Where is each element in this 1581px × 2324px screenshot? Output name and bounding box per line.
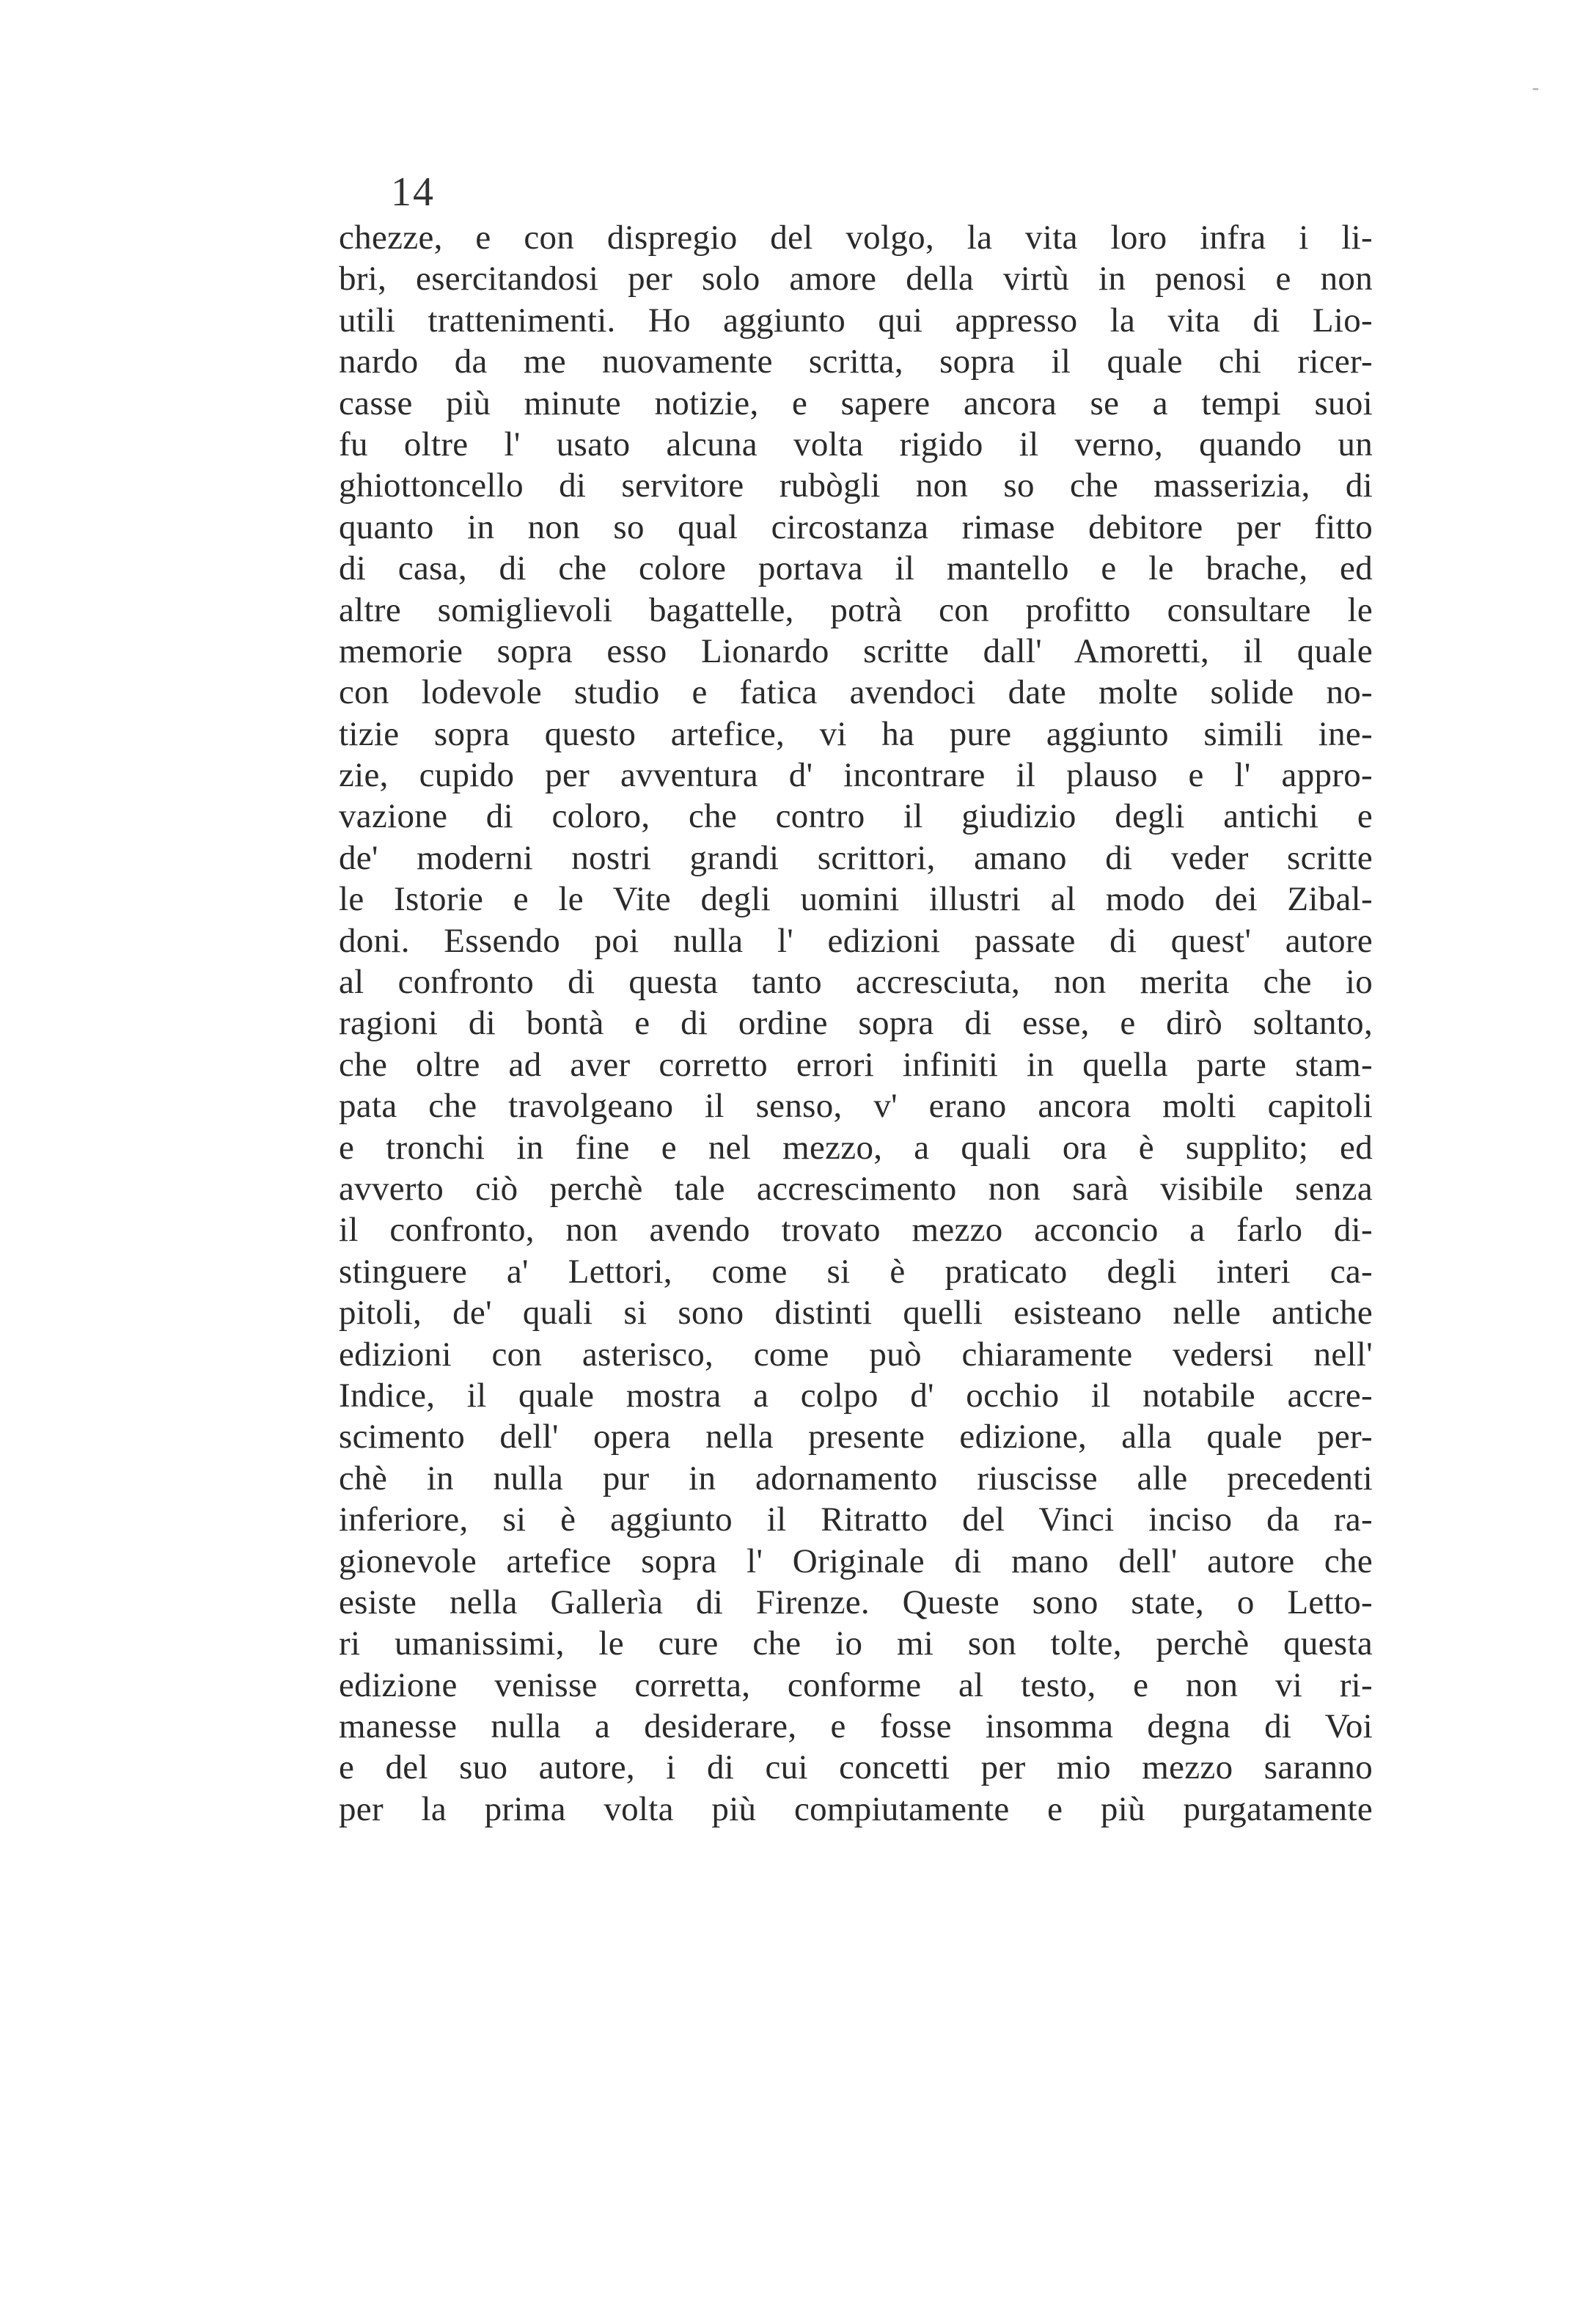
text-line: e del suo autore, i di cui concetti per mio mezzo saranno [339,1748,1373,1787]
text-line: memorie sopra esso Lionardo scritte dall' Amoretti, il quale [339,631,1373,670]
text-line: edizione venisse corretta, conforme al testo, e non vi ri- [339,1665,1373,1704]
text-line: inferiore, si è aggiunto il Ritratto del Vinci inciso da ra- [339,1500,1373,1539]
text-line: doni. Essendo poi nulla l' edizioni passate di quest' autore [339,921,1373,960]
text-line: manesse nulla a desiderare, e fosse insomma degna di Voi [339,1707,1373,1746]
text-line: al confronto di questa tanto accresciuta, non merita che io [339,963,1373,1002]
text-line: fu oltre l' usato alcuna volta rigido il verno, quando un [339,425,1373,463]
text-line: di casa, di che colore portava il mantello e le brache, ed [339,549,1373,588]
text-line: ghiottoncello di servitore rubògli non so che masserizia, di [339,466,1373,505]
text-line: de' moderni nostri grandi scrittori, amano di veder scritte [339,838,1373,877]
text-line: con lodevole studio e fatica avendoci date molte solide no- [339,673,1373,712]
text-line: zie, cupido per avventura d' incontrare il plauso e l' appro- [339,756,1373,795]
text-line: pata che travolgeano il senso, v' erano ancora molti capitoli [339,1087,1373,1126]
text-line: tizie sopra questo artefice, vi ha pure aggiunto simili ine- [339,714,1373,753]
text-line: Indice, il quale mostra a colpo d' occhio il notabile accre- [339,1376,1373,1415]
text-line: pitoli, de' quali si sono distinti quelli esisteano nelle antiche [339,1294,1373,1333]
text-line: altre somiglievoli bagattelle, potrà con profitto consultare le [339,590,1373,629]
text-line: ri umanissimi, le cure che io mi son tolte, perchè questa [339,1624,1373,1663]
text-line: e tronchi in fine e nel mezzo, a quali ora è supplito; ed [339,1128,1373,1167]
text-line: scimento dell' opera nella presente edizione, alla quale per- [339,1418,1373,1456]
body-text [339,217,1373,1830]
text-line: quanto in non so qual circostanza rimase debitore per fitto [339,507,1373,546]
text-line: vazione di coloro, che contro il giudizio degli antichi e [339,797,1373,836]
text-line: gionevole artefice sopra l' Originale di mano dell' autore che [339,1542,1373,1580]
text-line: bri, esercitandosi per solo amore della virtù in penosi e non [339,260,1373,298]
text-line: chezze, e con dispregio del volgo, la vita loro infra i li- [339,219,1373,257]
text-line: utili trattenimenti. Ho aggiunto qui appresso la vita di Lio- [339,301,1373,340]
text-line: il confronto, non avendo trovato mezzo acconcio a farlo di- [339,1211,1373,1250]
text-line: avverto ciò perchè tale accrescimento non sarà visibile senza [339,1169,1373,1208]
page-number: 14 [391,169,435,215]
text-line: per la prima volta più compiutamente e più purgatamente [339,1789,1373,1828]
text-line: chè in nulla pur in adornamento riuscisse alle precedenti [339,1459,1373,1498]
text-line: nardo da me nuovamente scritta, sopra il quale chi ricer- [339,342,1373,381]
text-line: le Istorie e le Vite degli uomini illustri al modo dei Zibal- [339,880,1373,919]
scan-speck [1533,88,1538,90]
text-line: casse più minute notizie, e sapere ancora se a tempi suoi [339,384,1373,422]
text-line: ragioni di bontà e di ordine sopra di esse, e dirò soltanto, [339,1004,1373,1043]
text-line: esiste nella Gallerìa di Firenze. Queste sono state, o Letto- [339,1583,1373,1621]
text-line: edizioni con asterisco, come può chiaramente vedersi nell' [339,1335,1373,1374]
text-line: che oltre ad aver corretto errori infiniti in quella parte stam- [339,1045,1373,1084]
text-line: stinguere a' Lettori, come si è praticato degli interi ca- [339,1252,1373,1291]
